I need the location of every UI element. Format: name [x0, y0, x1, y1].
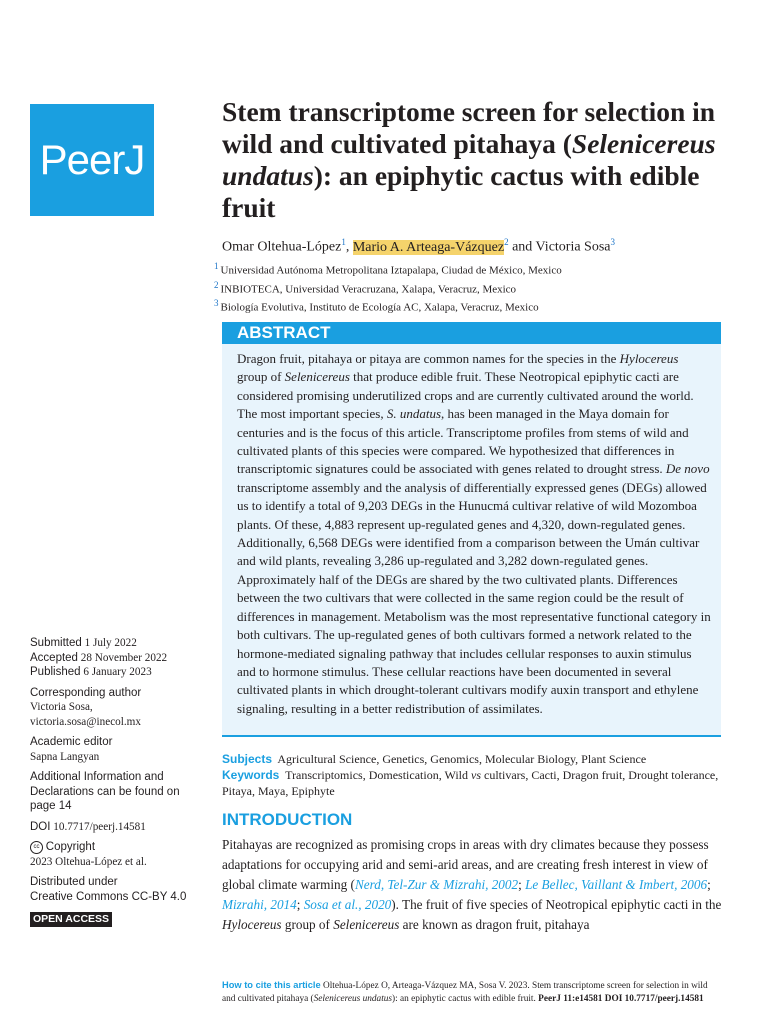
- author-2-affil: 2: [504, 237, 509, 247]
- copyright-label: Copyright: [45, 841, 96, 853]
- intro-segment: are known as dragon fruit, pitahaya: [399, 917, 590, 932]
- abstract-italic: De novo: [665, 461, 710, 477]
- affiliations: [214, 259, 734, 315]
- editor-block: [30, 735, 200, 764]
- citation-link[interactable]: Mizrahi, 2014: [222, 897, 297, 912]
- cite-text: Oltehua-López O, Arteaga-Vázquez MA, Sosa V. 2023. Stem transcriptome screen for selection in wild and cultivated pitahaya (: [222, 981, 708, 1004]
- citation-footer: [222, 979, 722, 1005]
- keywords-text: cultivars, Cacti, Dragon fruit, Drought tolerance, Pitaya, Maya, Epiphyte: [222, 768, 719, 798]
- affiliation-number: 1: [214, 261, 219, 271]
- copyright-holder: 2023 Oltehua-López et al.: [30, 855, 147, 868]
- keywords-line: [222, 767, 722, 799]
- introduction-paragraph: [222, 835, 722, 935]
- abstract-segment: , has been managed in the Maya domain for centuries and is the focus of this article. Transcriptome profiles from stems of wild and cultivated plants of this species were compared. We hypothesized that differences in transcriptomic signatures could be associated with genes related to drought stress.: [237, 406, 689, 477]
- abstract-text: [222, 344, 721, 718]
- article-sidebar: [30, 636, 200, 927]
- submitted-line: [30, 636, 200, 651]
- title-species: Selenicereus undatus: [222, 128, 716, 191]
- published-label: Published: [30, 666, 81, 678]
- submitted-date: 1 July 2022: [84, 637, 137, 649]
- license-block: [30, 875, 200, 904]
- affiliation-text: Universidad Autónoma Metropolitana Iztapalapa, Ciudad de México, Mexico: [220, 264, 562, 277]
- accepted-line: [30, 651, 200, 666]
- subjects-text: Agricultural Science, Genetics, Genomics, Molecular Biology, Plant Science: [277, 752, 647, 766]
- author-list: Omar Oltehua-López$^1$, Mario A. Arteaga-Vázquez$^2$ and Victoria Sosa$^3$: [222, 237, 616, 255]
- affiliation: [214, 296, 734, 315]
- doi-label: DOI: [30, 820, 51, 833]
- affiliation-text: Biología Evolutiva, Instituto de Ecología AC, Xalapa, Veracruz, Mexico: [220, 301, 539, 314]
- author-and: and: [512, 239, 533, 255]
- abstract-segment: transcriptome assembly and the analysis of differentially expressed genes (DEGs) allowed us to identify a total of 9,203 DEGs in the Hunucmá cultivar relative of wild Mozomboa plants. Of these, 4,883 represent up-regulated genes and 4,320, down-regulated genes. Additionally, 6,568 DEGs were identified from a comparison between the Umán cultivar and wild plants, revealing 3,286 up-regulated and 3,282 down-regulated genes. Approximately half of the DEGs are shared by the two cultivated plants. Differences between the two cultivars that were collected in the same region could be the result of differences in management. Metabolism was the most representative functional category in both cultivars. The up-regulated genes of both cultivars formed a network related to the hormone-mediated signaling pathway that includes cellular responses to auxin stimulus and to hormone stimulus. These cellular reactions have been documented in several cultivated plants in which drought-tolerant cultivars modify auxin transport and ethylene signaling, resulting in a better redistribution of assimilates.: [237, 479, 711, 716]
- citation-link[interactable]: Sosa et al., 2020: [303, 897, 392, 912]
- cite-italic: Selenicereus undatus: [313, 993, 393, 1004]
- peerj-logo: [30, 104, 154, 216]
- title-part1: Stem transcriptome screen for selection in wild and cultivated pitahaya (: [222, 96, 716, 159]
- published-line: [30, 665, 200, 680]
- distributed-label: Distributed under: [30, 876, 118, 888]
- logo-text: PeerJ: [39, 136, 145, 183]
- affiliation-text: INBIOTECA, Universidad Veracruzana, Xalapa, Veracruz, Mexico: [220, 283, 517, 296]
- doi-line: [30, 820, 200, 835]
- corresponding-block: [30, 686, 200, 730]
- subjects-line: [222, 751, 722, 767]
- affiliation-number: 3: [214, 298, 219, 309]
- editor-label: Academic editor: [30, 736, 113, 748]
- copyright-block: [30, 840, 200, 869]
- author-3[interactable]: Victoria Sosa: [535, 239, 611, 255]
- article-title: [222, 96, 742, 224]
- intro-separator: ;: [296, 897, 304, 912]
- abstract-italic: S. undatus: [386, 406, 442, 422]
- abstract-heading: ABSTRACT: [222, 322, 721, 344]
- citation-link[interactable]: Nerd, Tel-Zur & Mizrahi, 2002: [354, 877, 519, 892]
- intro-italic: Selenicereus: [333, 917, 400, 932]
- corresponding-email[interactable]: victoria.sosa@inecol.mx: [30, 715, 141, 728]
- keywords-italic: vs: [471, 768, 481, 782]
- cite-label: How to cite this article: [222, 980, 321, 990]
- copyright-line: [30, 840, 200, 855]
- subjects-label: Subjects: [222, 752, 273, 766]
- cite-journal[interactable]: PeerJ 11:e14581 DOI 10.7717/peerj.14581: [538, 993, 704, 1004]
- subjects-keywords: [222, 751, 722, 799]
- keywords-label: Keywords: [222, 768, 280, 782]
- submitted-label: Submitted: [30, 637, 82, 649]
- intro-separator: ;: [707, 877, 711, 892]
- cite-text: ): an epiphytic cactus with edible fruit.: [392, 993, 539, 1004]
- additional-info-note[interactable]: Additional Information and Declarations can be found on page 14: [30, 771, 180, 812]
- affiliation: [214, 278, 734, 297]
- author-3-affil: 3: [610, 237, 616, 247]
- affiliation: [214, 259, 734, 278]
- intro-separator: ;: [518, 877, 526, 892]
- doi-value[interactable]: 10.7717/peerj.14581: [53, 820, 146, 833]
- affiliation-number: 2: [214, 279, 219, 290]
- author-1[interactable]: Omar Oltehua-López: [222, 239, 342, 255]
- author-2[interactable]: Mario A. Arteaga-Vázquez: [352, 239, 505, 255]
- corresponding-label: Corresponding author: [30, 686, 142, 699]
- accepted-date: 28 November 2022: [80, 651, 168, 664]
- intro-italic: Hylocereus: [222, 917, 282, 932]
- abstract-italic: Hylocereus: [619, 351, 679, 366]
- abstract-segment: Dragon fruit, pitahaya or pitaya are common names for the species in the: [237, 351, 620, 366]
- keywords-text: Transcriptomics, Domestication, Wild: [285, 768, 471, 782]
- corresponding-name: Victoria Sosa,: [30, 701, 93, 713]
- editor-name: Sapna Langyan: [30, 750, 100, 763]
- abstract-segment: group of: [237, 369, 285, 385]
- abstract-box: [222, 322, 721, 737]
- citation-link[interactable]: Le Bellec, Vaillant & Imbert, 2006: [525, 877, 708, 892]
- accepted-label: Accepted: [30, 651, 78, 664]
- creative-commons-icon: cc: [30, 841, 43, 854]
- intro-segment: group of: [281, 917, 334, 932]
- published-date: 6 January 2023: [83, 666, 152, 678]
- open-access-badge: OPEN ACCESS: [30, 912, 112, 927]
- introduction-heading: INTRODUCTION: [222, 810, 353, 829]
- abstract-italic: Selenicereus: [284, 369, 350, 385]
- title-part2: ): an epiphytic cactus with edible fruit: [222, 160, 700, 223]
- intro-segment: ). The fruit of five species of Neotropical epiphytic cacti in the: [391, 897, 722, 912]
- dates-block: [30, 636, 200, 680]
- license-name[interactable]: Creative Commons CC-BY 4.0: [30, 890, 187, 903]
- author-1-affil: 1: [341, 237, 346, 247]
- intro-segment: Pitahayas are recognized as promising crops in areas with dry climates because they possess adaptations for occupying arid and semi-arid areas, and are creating fresh interest in view of global climate warming (: [222, 837, 709, 892]
- abstract-segment: that produce edible fruit. These Neotropical epiphytic cacti are considered promising underutilized crops and are currently cultivated around the world. The most important species,: [237, 369, 694, 422]
